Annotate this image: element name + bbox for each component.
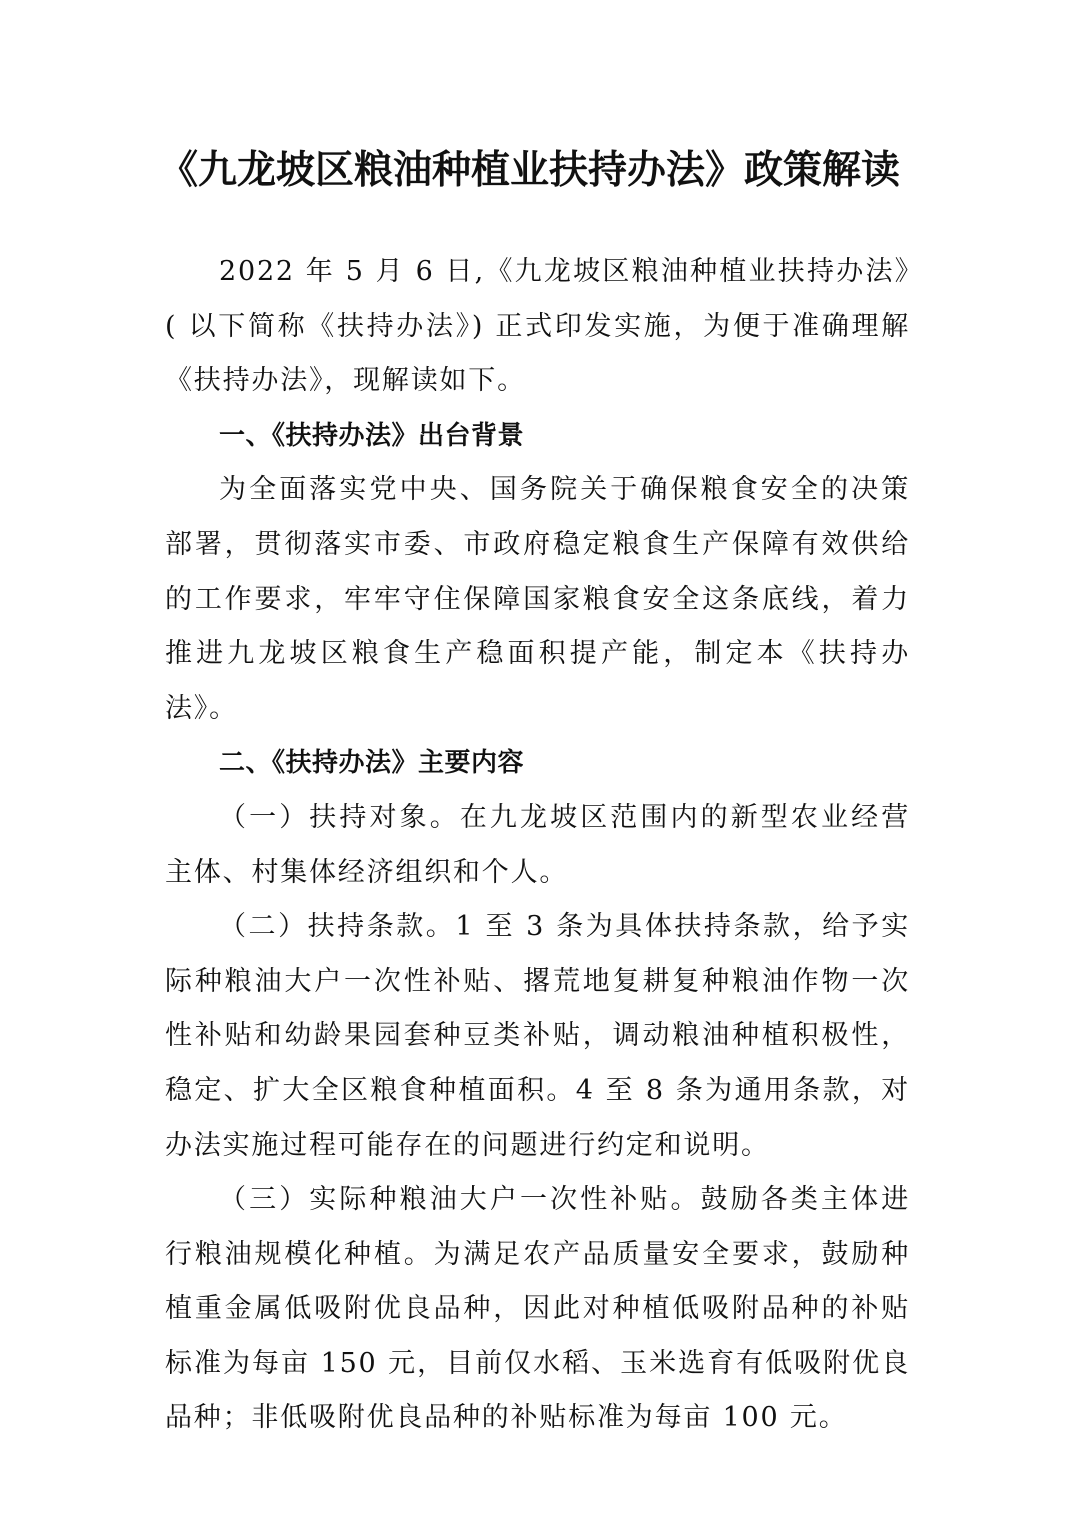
background-paragraph: 为全面落实党中央、国务院关于确保粮食安全的决策部署，贯彻落实市委、市政府稳定粮食生产保障有效供给的工作要求，牢牢守住保障国家粮食安全这条底线，着力推进九龙坡区粮食生产稳面积提产能，制定本《扶持办法》。: [165, 474, 910, 724]
section-heading-background: 一、《扶持办法》出台背景: [219, 420, 525, 451]
large-grower-subsidy-paragraph: （三）实际种粮油大户一次性补贴。鼓励各类主体进行粮油规模化种植。为满足农产品质量安全要求，鼓励种植重金属低吸附优良品种，因此对种植低吸附品种的补贴标准为每亩 150 元，目前仅水稻、玉米选育有低吸附优良品种；非低吸附优良品种的补贴标准为每亩 100 元。: [165, 1184, 910, 1434]
support-clauses-paragraph: （二）扶持条款。1 至 3 条为具体扶持条款，给予实际种粮油大户一次性补贴、撂荒地复耕复种粮油作物一次性补贴和幼龄果园套种豆类补贴，调动粮油种植积极性，稳定、扩大全区粮食种植面积。4 至 8 条为通用条款，对办法实施过程可能存在的问题进行约定和说明。: [165, 911, 910, 1161]
document-content: [158, 140, 910, 1446]
support-targets-paragraph: （一）扶持对象。在九龙坡区范围内的新型农业经营主体、村集体经济组织和个人。: [165, 801, 910, 888]
section-heading-main-content: 二、《扶持办法》主要内容: [219, 748, 525, 779]
document-body: [165, 245, 910, 1446]
document-title: 《九龙坡区粮油种植业扶持办法》政策解读: [158, 147, 900, 193]
intro-paragraph: 2022 年 5 月 6 日,《九龙坡区粮油种植业扶持办法》( 以下简称《扶持办法》) 正式印发实施，为便于准确理解《扶持办法》，现解读如下。: [165, 256, 910, 397]
